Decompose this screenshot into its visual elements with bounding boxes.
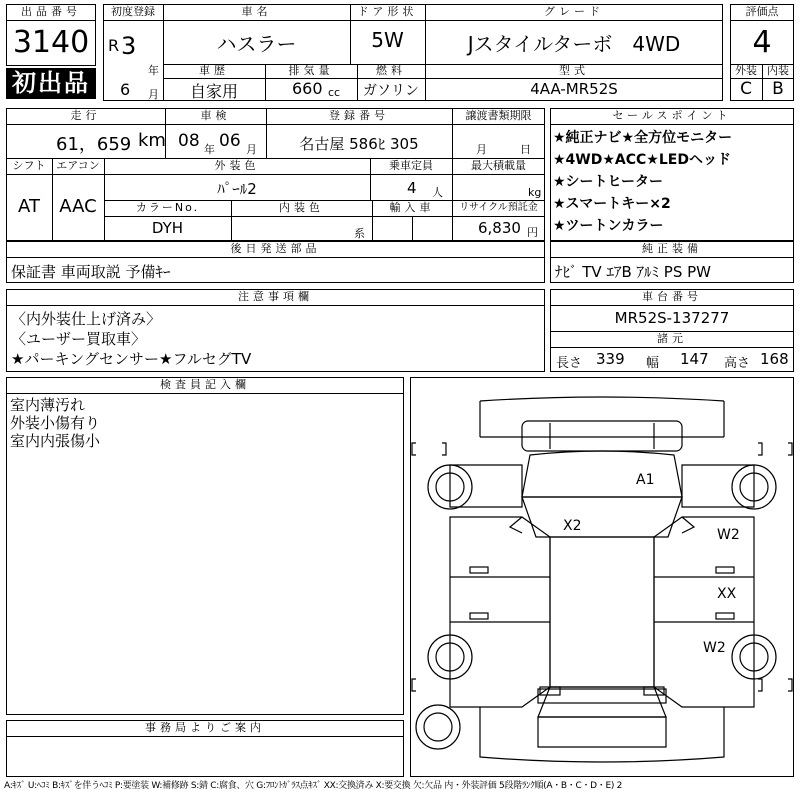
inspector-line: 室内内張傷小 (10, 432, 101, 450)
chassis-label: 車台番号 (642, 290, 702, 303)
inspection-year-unit: 年 (204, 143, 215, 156)
exterior-score-label: 外装 (735, 64, 757, 77)
displacement-label: 排気量 (288, 64, 334, 77)
inspection-year: 08 (178, 131, 200, 151)
inspector-label: 検査員記入欄 (160, 378, 250, 391)
damage-mark: W2 (703, 640, 726, 656)
max-load-unit: kg (528, 186, 542, 199)
length-label: 長さ (556, 356, 583, 371)
notes-label: 注意事項欄 (238, 290, 313, 303)
model-code: 4AA-MR52S (530, 80, 618, 98)
note-line: 〈ユーザー買取車〉 (11, 330, 147, 348)
door-type: 5W (371, 28, 404, 52)
later-parts: 保証書 車両取説 予備ｷｰ (11, 263, 171, 281)
lot-number: 3140 (12, 25, 90, 60)
mileage: 61，659 (56, 134, 132, 155)
recycle-label: リサイクル預託金 (459, 202, 538, 213)
damage-mark: A1 (636, 472, 655, 488)
width: 147 (680, 350, 709, 368)
sales-point-item: ★スマートキー×2 (553, 196, 671, 212)
exterior-color: ﾊﾟｰﾙ2 (217, 180, 257, 198)
grade: Jスタイルターボ 4WD (467, 32, 681, 56)
length: 339 (596, 350, 625, 368)
inspector-notes (10, 396, 100, 450)
legend: A:ｷｽﾞ U:ﾍｺﾐ B:ｷｽﾞを伴うﾍｺﾐ P:要塗装 W:補修跡 S:錆 C:腐食、穴 G:ﾌﾛﾝﾄｶﾞﾗｽ点ｷｽﾞ XX:交換済み X:要交換 欠:欠品 内・外装評価 5段階ﾗﾝｸ順(A・B・C・D・E) 2 (4, 781, 623, 791)
sales-points-list (553, 127, 732, 237)
max-load-label: 最大積載量 (471, 159, 526, 172)
sales-points-label: セールスポイント (612, 109, 732, 122)
inspection-month: 06 (219, 131, 241, 151)
month-unit: 月 (148, 88, 159, 101)
overall-score: 4 (752, 25, 772, 60)
transfer-day: 日 (520, 143, 531, 156)
sales-point-item: ★シートヒーター (553, 174, 663, 190)
lot-number-label: 出品番号 (21, 5, 81, 18)
door-label: ドア形状 (357, 5, 418, 18)
plate-number: 名古屋 586ﾋ 305 (299, 135, 419, 153)
car-name-label: 車名 (241, 5, 272, 18)
mileage-label: 走行 (70, 109, 101, 122)
color-no-label: カラーNo. (135, 201, 200, 214)
damage-mark: X2 (563, 518, 582, 534)
inspection-label: 車検 (200, 109, 231, 122)
car-diagram (410, 377, 794, 777)
era: R (108, 36, 120, 55)
fuel-label: 燃料 (376, 64, 406, 77)
interior-color-label: 内装色 (279, 201, 324, 214)
fuel: ガソリン (363, 83, 419, 99)
sales-point-item: ★4WD★ACC★LEDヘッド (553, 152, 731, 168)
displacement: 660 (292, 79, 323, 98)
damage-mark: W2 (717, 527, 740, 543)
plate-label: 登録番号 (329, 109, 389, 122)
damage-mark: XX (717, 586, 737, 602)
score-label: 評価点 (745, 5, 779, 18)
capacity-unit: 人 (432, 186, 443, 199)
inspection-month-unit: 月 (246, 143, 257, 156)
notes-list (11, 309, 251, 369)
displacement-unit: cc (328, 86, 341, 99)
exterior-color-label: 外装色 (214, 159, 260, 172)
transfer-doc-label: 譲渡書類期限 (465, 109, 532, 122)
chassis-number: MR52S-137277 (614, 309, 730, 327)
width-label: 幅 (646, 356, 660, 371)
height: 168 (760, 350, 789, 368)
first-registration-label: 初度登録 (111, 5, 155, 18)
recycle-fee: 6,830 (478, 219, 521, 237)
first-listing-badge: 初出品 (6, 68, 96, 99)
dims-label: 諸元 (657, 332, 687, 345)
equipment: ﾅﾋﾞ TV ｴｱB ｱﾙﾐ PS PW (555, 263, 711, 281)
year-unit: 年 (148, 64, 159, 77)
inspector-line: 室内薄汚れ (10, 396, 86, 414)
note-line: ★パーキングセンサー★フルセグTV (11, 350, 252, 368)
capacity: 4 (407, 179, 417, 197)
car-name: ハスラー (216, 32, 297, 56)
transfer-month: 月 (476, 143, 487, 156)
equipment-label: 純正装備 (642, 242, 702, 255)
sales-point-item: ★純正ナビ★全方位モニター (553, 130, 733, 146)
ac-label: エアコン (56, 159, 100, 172)
first-reg-year: 3 (121, 32, 137, 60)
exterior-score: C (740, 79, 752, 99)
office-label: 事務局よりご案内 (145, 721, 265, 734)
interior-score-label: 内装 (767, 64, 789, 77)
history-label: 車歴 (199, 64, 229, 77)
sales-point-item: ★ツートンカラー (553, 218, 664, 234)
history: 自家用 (189, 82, 238, 101)
height-label: 高さ (724, 356, 751, 371)
grade-label: グレード (544, 5, 604, 18)
first-reg-month: 6 (120, 80, 131, 99)
later-parts-label: 後日発送部品 (230, 242, 321, 255)
import-label: 輸入車 (389, 201, 435, 214)
interior-color-suffix: 系 (354, 227, 365, 240)
recycle-unit: 円 (527, 226, 538, 239)
shift: AT (18, 196, 40, 217)
interior-score: B (772, 79, 784, 99)
mileage-unit: km (138, 130, 166, 151)
aircon: AAC (59, 196, 97, 217)
note-line: 〈内外装仕上げ済み〉 (11, 310, 162, 328)
inspector-line: 外装小傷有り (10, 414, 101, 432)
shift-label: シフト (12, 159, 46, 172)
capacity-label: 乗車定員 (389, 159, 433, 172)
color-no: DYH (151, 219, 184, 237)
model-label: 型式 (559, 64, 589, 77)
